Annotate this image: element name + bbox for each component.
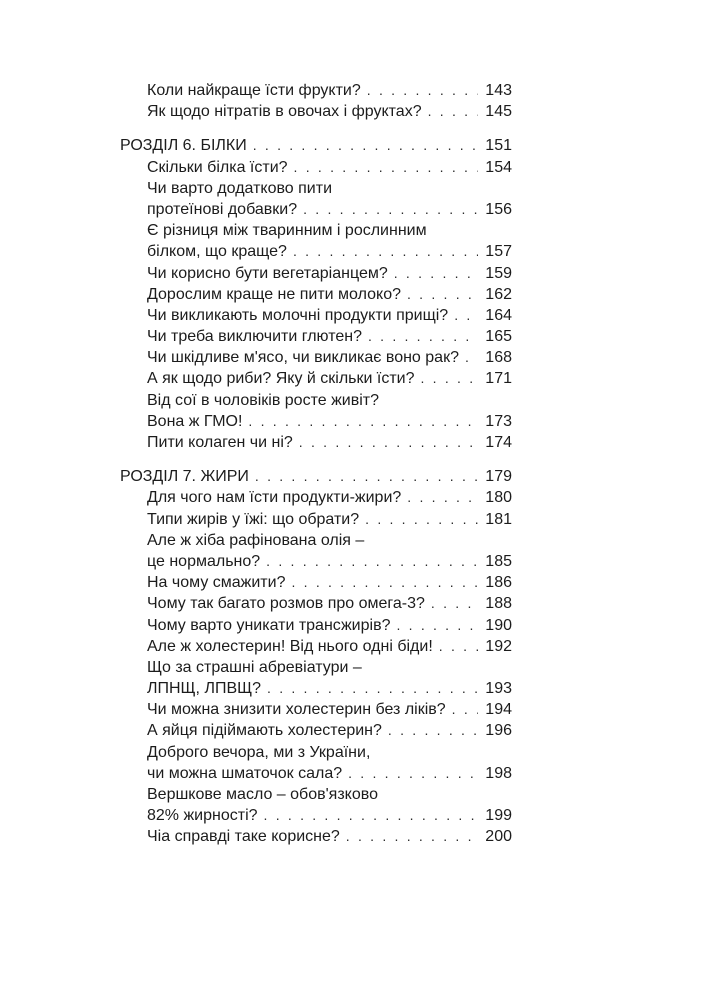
section-gap [120,122,512,135]
page-number: 179 [485,468,512,486]
entry-title: 82% жирності? [147,807,258,825]
page-number: 199 [485,807,512,825]
toc-entry [120,551,512,572]
page-number: 154 [485,158,512,176]
entry-title: Чіа справді таке корисне? [147,828,340,846]
toc-entry [120,720,512,741]
dot-leader [266,551,478,572]
entry-title: Вона ж ГМО! [147,412,243,430]
entry-title: Чи варто додатково пити [147,179,333,197]
toc-entry-continuation [120,220,512,241]
toc-entry [120,347,512,368]
page-number: 194 [485,701,512,719]
entry-title: Коли найкраще їсти фрукти? [147,82,361,99]
page-number: 188 [485,595,512,613]
entry-title: Але ж холестерин! Від нього одні біди! [147,637,433,655]
toc-entry [120,157,512,178]
page-number: 193 [485,680,512,698]
chapter-heading [120,135,512,156]
entry-title: Чому варто уникати трансжирів? [147,616,391,634]
dot-leader [454,305,478,326]
toc-entry-continuation [120,178,512,199]
entry-title: Чи можна знизити холестерин без ліків? [147,701,446,719]
dot-leader [255,466,478,487]
toc-entry [120,284,512,305]
page-number: 162 [485,285,512,303]
entry-title: На чому смажити? [147,574,286,592]
dot-leader [294,157,478,178]
page-number: 156 [485,200,512,218]
dot-leader [299,432,478,453]
entry-title: це нормально? [147,552,261,570]
entry-title: чи можна шматочок сала? [147,764,343,782]
toc-entry [120,487,512,508]
dot-leader [253,135,478,156]
dot-leader [452,699,478,720]
page-number: 192 [485,637,512,655]
toc-entry-continuation [120,530,512,551]
toc-entry-continuation [120,784,512,805]
page-number: 186 [485,574,512,592]
section-gap [120,453,512,466]
dot-leader [367,80,478,101]
entry-title: Доброго вечора, ми з України, [147,743,371,761]
toc-entry [120,636,512,657]
page-number: 157 [485,243,512,261]
page-number: 171 [485,370,512,388]
chapter-title: РОЗДІЛ 7. ЖИРИ [120,468,249,486]
toc-entry-continuation [120,390,512,411]
entry-title: протеїнові добавки? [147,200,298,218]
entry-title: ЛПНЩ, ЛПВЩ? [147,680,262,698]
entry-title: Є різниця між тваринним і рослинним [147,222,427,240]
toc-entry [120,615,512,636]
toc-entry [120,763,512,784]
entry-title: Скільки білка їсти? [147,158,288,176]
dot-leader [421,368,479,389]
toc-entry [120,593,512,614]
entry-title: Типи жирів у їжі: що обрати? [147,510,360,528]
toc-entry [120,263,512,284]
dot-leader [368,326,478,347]
entry-title: Чому так багато розмов про омега-3? [147,595,425,613]
page-number: 190 [485,616,512,634]
page-number: 198 [485,764,512,782]
entry-title: Пити колаген чи ні? [147,434,293,451]
dot-leader [439,636,478,657]
dot-leader [407,487,478,508]
entry-title: білком, що краще? [147,243,287,261]
page-number: 168 [485,349,512,367]
toc-entry [120,199,512,220]
dot-leader [365,509,478,530]
toc-entry [120,80,512,101]
page-number: 196 [485,722,512,740]
page-number: 185 [485,552,512,570]
dot-leader [264,805,478,826]
page-number: 143 [485,82,512,99]
toc-entry [120,678,512,699]
toc-entry-continuation [120,657,512,678]
dot-leader [267,678,478,699]
toc-entry [120,368,512,389]
entry-title: Що за страшні абревіатури – [147,658,362,676]
dot-leader [348,763,478,784]
entry-title: Для чого нам їсти продукти-жири? [147,489,402,507]
entry-title: Але ж хіба рафінована олія – [147,531,365,549]
toc-entry [120,509,512,530]
toc-entry-continuation [120,742,512,763]
dot-leader [303,199,478,220]
page-number: 145 [485,103,512,121]
dot-leader [428,101,478,122]
toc-entry [120,101,512,122]
entry-title: Вершкове масло – обов'язково [147,786,378,803]
page-number: 159 [485,264,512,282]
table-of-contents [120,80,512,848]
toc-entry [120,305,512,326]
chapter-heading [120,466,512,487]
toc-entry [120,699,512,720]
entry-title: Чи треба виключити глютен? [147,328,362,346]
entry-title: Дорослим краще не пити молоко? [147,285,401,303]
page-number: 174 [485,434,512,451]
toc-entry [120,826,512,847]
entry-title: А яйця підіймають холестерин? [147,722,382,740]
entry-title: Чи шкідливе м'ясо, чи викликає воно рак? [147,349,459,367]
entry-title: Від сої в чоловіків росте живіт? [147,391,379,409]
chapter-title: РОЗДІЛ 6. БІЛКИ [120,137,247,155]
page-number: 180 [485,489,512,507]
page-number: 164 [485,306,512,324]
entry-title: Як щодо нітратів в овочах і фруктах? [147,103,422,121]
dot-leader [293,241,478,262]
toc-entry [120,411,512,432]
entry-title: Чи викликають молочні продукти прищі? [147,306,449,324]
page-number: 173 [485,412,512,430]
page-number: 151 [485,137,512,155]
dot-leader [396,615,478,636]
dot-leader [291,572,478,593]
dot-leader [465,347,478,368]
page-number: 165 [485,328,512,346]
entry-title: А як щодо риби? Яку й скільки їсти? [147,370,415,388]
page-number: 181 [485,510,512,528]
dot-leader [346,826,478,847]
dot-leader [394,263,478,284]
dot-leader [407,284,478,305]
entry-title: Чи корисно бути вегетаріанцем? [147,264,388,282]
toc-entry [120,241,512,262]
toc-entry [120,572,512,593]
page-number: 200 [485,828,512,846]
dot-leader [388,720,478,741]
dot-leader [248,411,478,432]
toc-entry [120,432,512,453]
toc-entry [120,805,512,826]
dot-leader [431,593,478,614]
toc-entry [120,326,512,347]
